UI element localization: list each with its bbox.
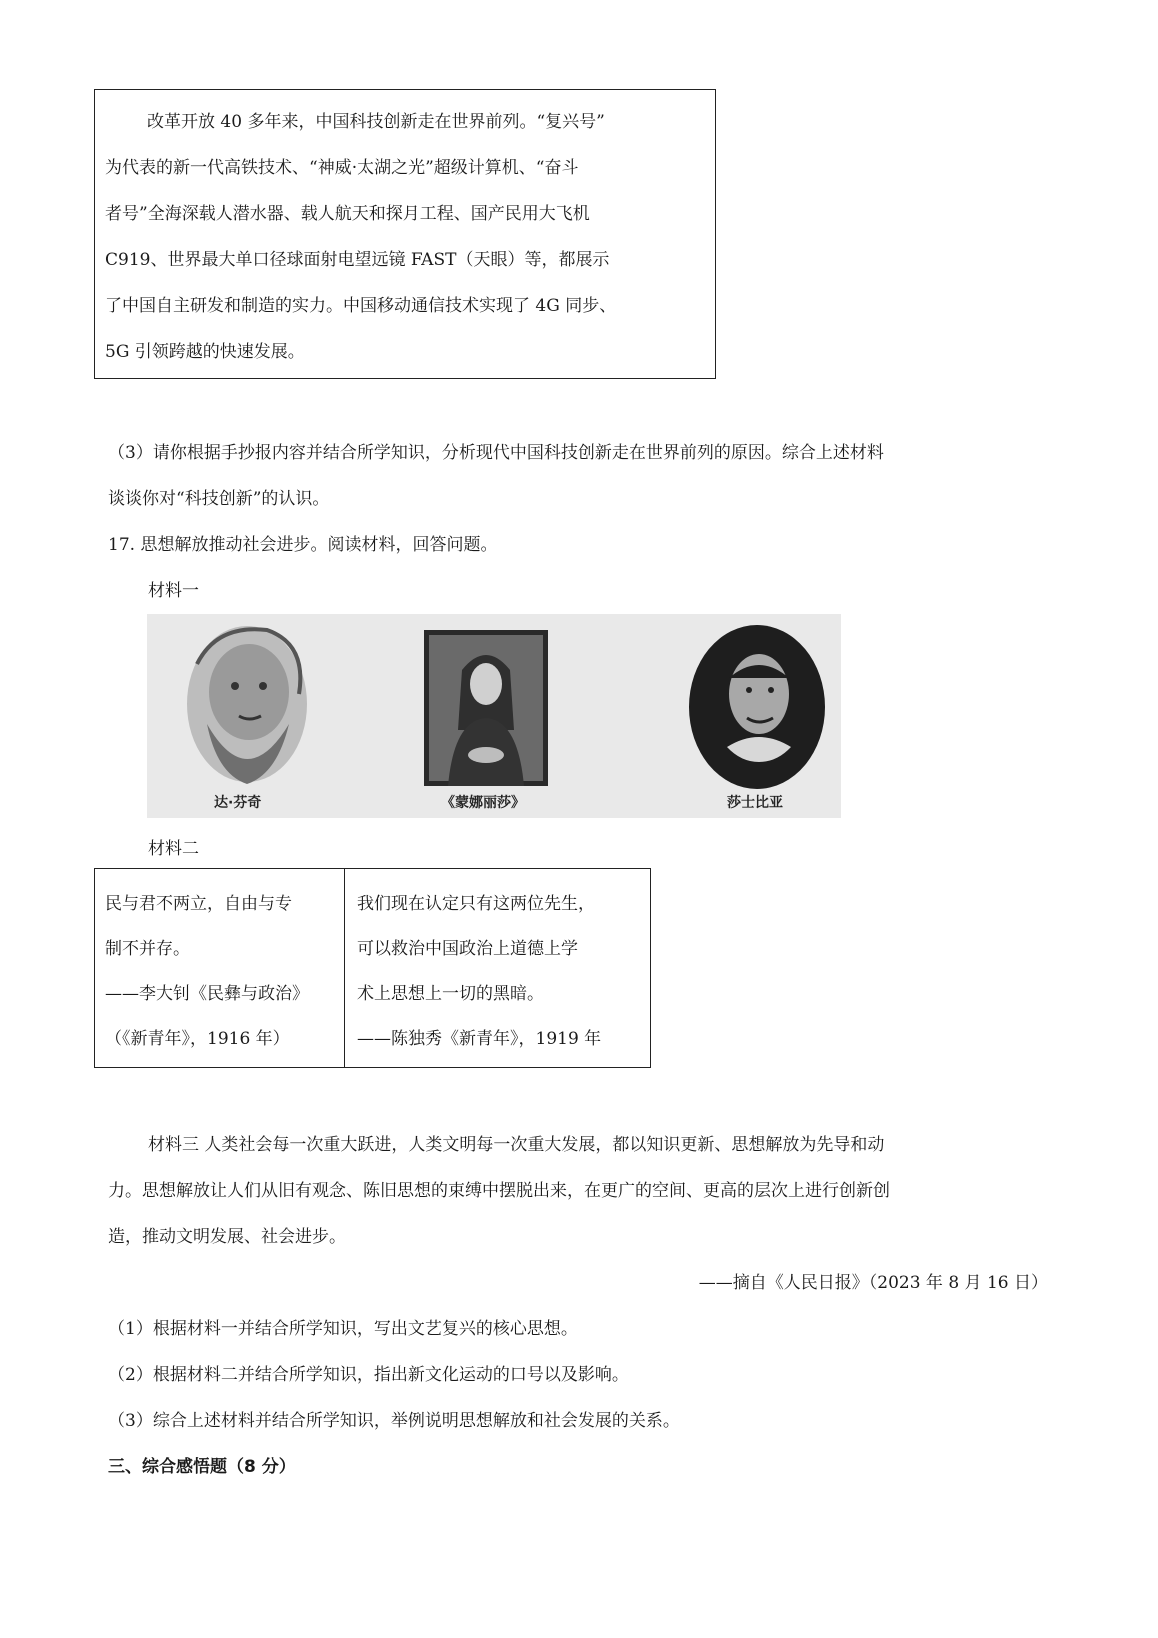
table-right-line-3: 术上思想上一切的黑暗。 bbox=[357, 984, 544, 1004]
table-left-line-1: 民与君不两立，自由与专 bbox=[105, 894, 292, 914]
material-3-source: ——摘自《人民日报》（2023 年 8 月 16 日） bbox=[698, 1273, 1048, 1293]
material-1-label: 材料一 bbox=[148, 581, 199, 601]
material-3-line1: 材料三 人类社会每一次重大跃进，人类文明每一次重大发展，都以知识更新、思想解放为先导和动 bbox=[148, 1135, 885, 1155]
shakespeare-portrait bbox=[687, 622, 827, 792]
table-divider bbox=[344, 869, 345, 1067]
section-3-heading: 三、综合感悟题（8 分） bbox=[108, 1457, 296, 1477]
table-right-line-4: ——陈独秀《新青年》，1919 年 bbox=[357, 1029, 602, 1049]
question-16-3-line2: 谈谈你对“科技创新”的认识。 bbox=[108, 489, 330, 509]
table-left-line-3: ——李大钊《民彝与政治》 bbox=[105, 984, 309, 1004]
da-vinci-portrait bbox=[177, 624, 312, 792]
mona-lisa-painting bbox=[424, 630, 548, 786]
question-17-heading: 17. 思想解放推动社会进步。阅读材料，回答问题。 bbox=[108, 535, 498, 555]
table-right-line-2: 可以救治中国政治上道德上学 bbox=[357, 939, 578, 959]
material-2-label: 材料二 bbox=[148, 839, 199, 859]
question-17-1: （1）根据材料一并结合所学知识，写出文艺复兴的核心思想。 bbox=[108, 1319, 578, 1339]
box-line-1: 改革开放 40 多年来，中国科技创新走在世界前列。“复兴号” bbox=[147, 112, 605, 132]
box-line-3: 者号”全海深载人潜水器、载人航天和探月工程、国产民用大飞机 bbox=[105, 204, 590, 224]
box-line-4: C919、世界最大单口径球面射电望远镜 FAST（天眼）等，都展示 bbox=[105, 250, 610, 270]
box-line-5: 了中国自主研发和制造的实力。中国移动通信技术实现了 4G 同步、 bbox=[105, 296, 617, 316]
table-left-line-4: （《新青年》，1916 年） bbox=[105, 1029, 290, 1049]
question-17-3: （3）综合上述材料并结合所学知识，举例说明思想解放和社会发展的关系。 bbox=[108, 1411, 680, 1431]
material-box bbox=[94, 89, 716, 379]
box-line-6: 5G 引领跨越的快速发展。 bbox=[105, 342, 305, 362]
table-left-line-2: 制不并存。 bbox=[105, 939, 190, 959]
box-line-2: 为代表的新一代高铁技术、“神威·太湖之光”超级计算机、“奋斗 bbox=[105, 158, 579, 178]
caption-da-vinci: 达·芬奇 bbox=[214, 795, 262, 811]
material-1-images bbox=[147, 614, 841, 818]
table-right-line-1: 我们现在认定只有这两位先生， bbox=[357, 894, 595, 914]
material-2-table bbox=[94, 868, 651, 1068]
question-17-2: （2）根据材料二并结合所学知识，指出新文化运动的口号以及影响。 bbox=[108, 1365, 629, 1385]
material-3-line3: 造，推动文明发展、社会进步。 bbox=[108, 1227, 346, 1247]
caption-mona-lisa: 《蒙娜丽莎》 bbox=[441, 795, 525, 811]
question-16-3-line1: （3）请你根据手抄报内容并结合所学知识，分析现代中国科技创新走在世界前列的原因。综合上述材料 bbox=[108, 443, 884, 463]
material-3-line2: 力。思想解放让人们从旧有观念、陈旧思想的束缚中摆脱出来，在更广的空间、更高的层次上进行创新创 bbox=[108, 1181, 890, 1201]
caption-shakespeare: 莎士比亚 bbox=[727, 795, 783, 811]
